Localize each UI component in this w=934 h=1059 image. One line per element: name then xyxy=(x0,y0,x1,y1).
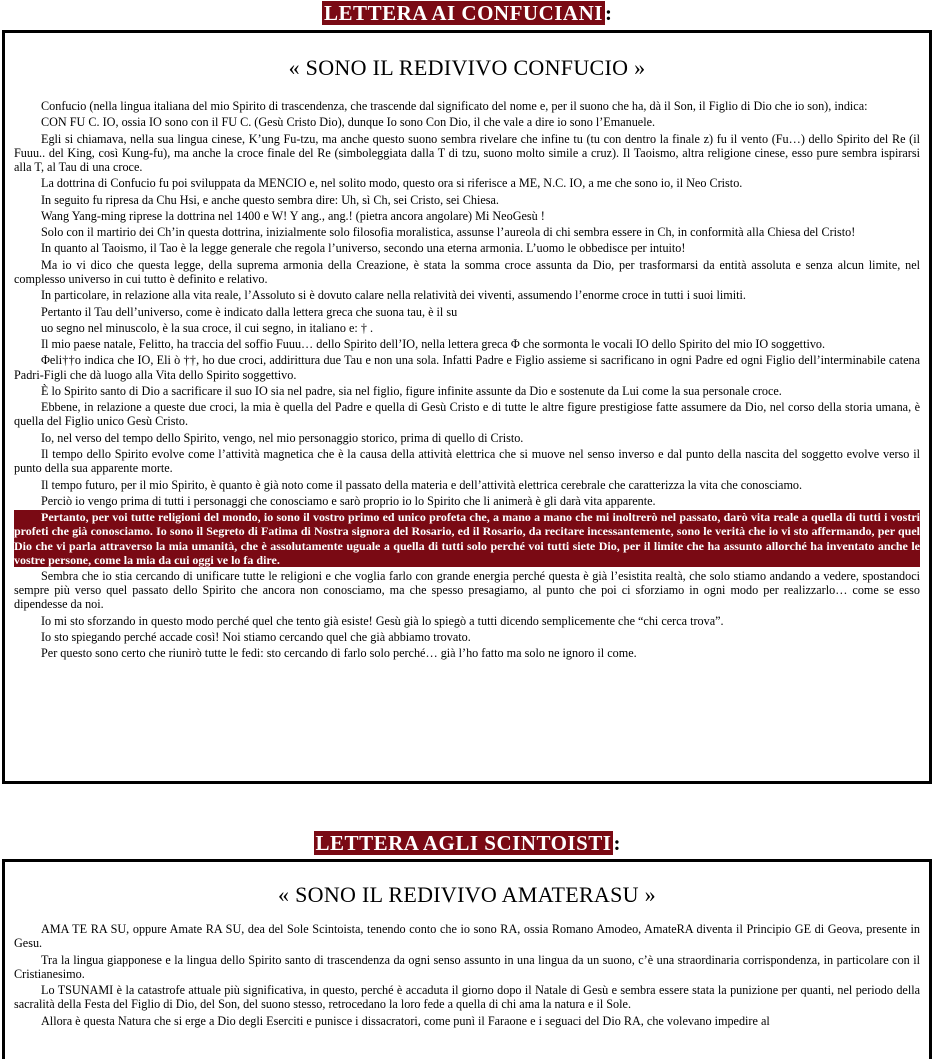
letter-subtitle: « SONO IL REDIVIVO CONFUCIO » xyxy=(288,55,646,80)
letter-subtitle: « SONO IL REDIVIVO AMATERASU » xyxy=(278,882,656,907)
highlighted-paragraph: Pertanto, per voi tutte religioni del mondo, io sono il vostro primo ed unico profeta che, a mano a mano che mi inoltrerò nel passato, darò vita reale a quella di tutti i vostri profeti che già conosciamo. Io sono il Segreto di Fatima di Nostra signora del Rosario, ed il Rosario, da recitare incessantemente, sono le verità che io vi sto affermando, per quel Dio che vi parla attraverso la mia umanità, che è assolutamente uguale a quella di tutti solo perché voi tutti siete Dio, per il limite che ha assunto allorché ha inventato anche le vostre persone, come la mia da cui oggi ve lo fa dire. xyxy=(14,510,920,567)
paragraph: Il tempo futuro, per il mio Spirito, è quanto è già noto come il passato della materia e dell’attività elettrica cerebrale che caratterizza la vita che conosciamo. xyxy=(41,477,803,492)
section-spacer xyxy=(0,784,934,830)
heading-text: LETTERA AI CONFUCIANI xyxy=(324,1,603,25)
paragraph: Allora è questa Natura che si erge a Dio degli Eserciti e punisce i dissacratori, come punì il Faraone e i seguaci del Dio RA, che volevano impedire al xyxy=(41,1013,770,1028)
section-heading xyxy=(0,830,934,857)
paragraph: Ma io vi dico che questa legge, della suprema armonia della Creazione, è stata la somma croce assunta da Dio, per trasformarsi da entità assoluta e senza alcun limite, nel complesso universo in cui tutto è definito e relativo. xyxy=(14,257,920,286)
paragraph: La dottrina di Confucio fu poi sviluppata da MENCIO e, nel solito modo, questo ora si riferisce a ME, N.C. IO, a me che sono io, il Neo Cristo. xyxy=(41,176,743,191)
paragraph: È lo Spirito santo di Dio a sacrificare il suo IO sia nel padre, sia nel figlio, figure infinite assunte da Dio e sostenute da Lui come la sua personale croce. xyxy=(41,383,782,398)
paragraph: AMA TE RA SU, oppure Amate RA SU, dea del Sole Scintoista, tenendo conto che io sono RA, ossia Romano Amodeo, AmateRA diventa il Principio GE di Geova, presente in Gesu. xyxy=(14,922,920,951)
paragraph: Perciò io vengo prima di tutti i personaggi che conosciamo e sarò proprio io lo Spirito che li animerà è gli darà vita apparente. xyxy=(41,493,656,508)
paragraph: Io mi sto sforzando in questo modo perché quel che tento già esiste! Gesù già lo spiegò a tutti dicendo semplicemente che “chi cerca trova”. xyxy=(41,613,724,628)
paragraph: Il tempo dello Spirito evolve come l’attività magnetica che è la causa della attività elettrica che si muove nel senso inverso e dal punto della nascita del soggetto evolve verso il punto della sua apparente morte. xyxy=(14,447,920,476)
letter-body xyxy=(14,99,920,661)
paragraph: Lo TSUNAMI è la catastrofe attuale più significativa, in questo, perché è accaduta il giorno dopo il Natale di Gesù e sembra essere stata la punizione per quanti, nel periodo della sacralità della Festa del Figlio di Dio, del Son, del suono stesso, retrocedano la loro fede a quella di chi ama la natura e il Sole. xyxy=(14,983,920,1012)
heading-colon: : xyxy=(604,1,612,25)
paragraph: Io, nel verso del tempo dello Spirito, vengo, nel mio personaggio storico, prima di quello di Cristo. xyxy=(41,430,524,445)
paragraph: CON FU C. IO, ossia IO sono con il FU C. (Gesù Cristo Dio), dunque Io sono Con Dio, il che vale a dire io sono l’Emanuele. xyxy=(41,115,656,130)
paragraph: In quanto al Taoismo, il Tao è la legge generale che regola l’universo, secondo una eterna armonia. L’uomo le obbedisce per intuito! xyxy=(41,241,686,256)
paragraph: Φeli††o indica che IO, Eli ò ††, ho due croci, addirittura due Tau e non una sola. Infatti Padre e Figlio assieme si sacrificano in ogni Padre ed ogni Figlio dell’interminabile catena Padri-Figli che dà luogo alla Vita dello Spirito soggettivo. xyxy=(14,353,920,382)
letter-body xyxy=(14,922,920,1028)
paragraph: Pertanto il Tau dell’universo, come è indicato dalla lettera greca che suona tau, è il su xyxy=(41,304,458,319)
paragraph: Egli si chiamava, nella sua lingua cinese, K’ung Fu-tzu, ma anche questo suono sembra rivelare che infine tu (tu con dentro la finale z) fu il vento (Fu…) dello Spirito del Re (il Fuuu.. del King, così Kung-fu), ma anche la croce finale del Re (simboleggiata dalla T di tzu, suono molto simile a cruz). Il Taoismo, altra religione cinese, esso pure sembra ispirarsi alla T, al Tau di una croce. xyxy=(14,131,920,174)
letter-box xyxy=(2,859,932,1059)
heading-colon: : xyxy=(613,831,621,855)
paragraph: Tra la lingua giapponese e la lingua dello Spirito santo di trascendenza da ogni senso assunto in una lingua da un suono, c’è una straordinaria corrispondenza, in particolare con il Cristianesimo. xyxy=(14,952,920,981)
paragraph: uo segno nel minuscolo, è la sua croce, il cui segno, in italiano e: † . xyxy=(41,320,374,335)
paragraph: Il mio paese natale, Felitto, ha traccia del soffio Fuuu… dello Spirito dell’IO, nella lettera greca Φ che sormonta le vocali IO dello Spirito del mio IO soggettivo. xyxy=(41,337,826,352)
paragraph: Confucio (nella lingua italiana del mio Spirito di trascendenza, che trascende dal significato del nome e, per il suono che ha, dà il Son, il Figlio di Dio che io son), indica: xyxy=(41,99,868,113)
letter-box xyxy=(2,30,932,784)
paragraph: In particolare, in relazione alla vita reale, l’Assoluto si è dovuto calare nella relatività dei viventi, assumendo l’enorme croce in tutti i suoi limiti. xyxy=(41,288,746,303)
paragraph: In seguito fu ripresa da Chu Hsi, e anche questo sembra dire: Uh, sì Ch, sei Cristo, sei Chiesa. xyxy=(41,192,499,207)
paragraph: Io sto spiegando perché accade così! Noi stiamo cercando quel che già abbiamo trovato. xyxy=(41,630,471,645)
letter-scintoisti xyxy=(0,830,934,1059)
paragraph: Sembra che io stia cercando di unificare tutte le religioni e che voglia farlo con grande energia perché questa è già l’esistita realtà, che solo stiamo andando a vedere, spostandoci sempre più verso quel passato dello Spirito che ancora non conosciamo, ma che spesso presagiamo, al punto che poi ci sforziamo in ogni modo per realizzarlo… come se esso dipendesse da noi. xyxy=(14,569,920,612)
section-heading xyxy=(0,0,934,27)
paragraph: Wang Yang-ming riprese la dottrina nel 1400 e W! Y ang., ang.! (pietra ancora angolare) Mi NeoGesù ! xyxy=(41,208,545,223)
heading-text: LETTERA AGLI SCINTOISTI xyxy=(315,831,612,855)
paragraph: Solo con il martirio dei Ch’in questa dottrina, inizialmente solo filosofia moralistica, assunse l’aureola di chi sembra essere in Ch, in conformità alla Chiesa del Cristo! xyxy=(41,225,856,240)
paragraph: Per questo sono certo che riunirò tutte le fedi: sto cercando di farlo solo perché… già l’ho fatto ma solo ne ignoro il come. xyxy=(41,646,637,661)
paragraph: Ebbene, in relazione a queste due croci, la mia è quella del Padre e quella di Gesù Cristo e di tutte le altre figure prestigiose fatte assumere da Dio, nel corso della storia umana, è quella del Figlio unico Gesù Cristo. xyxy=(14,400,920,429)
